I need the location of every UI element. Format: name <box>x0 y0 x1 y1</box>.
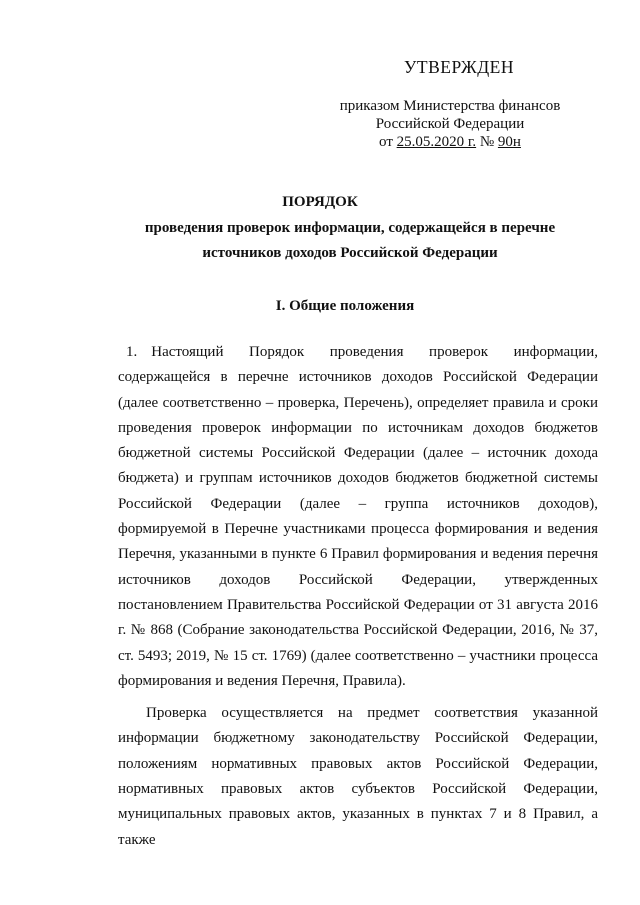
approval-order-line: приказом Министерства финансов <box>339 98 561 114</box>
approval-title: УТВЕРЖДЕН <box>404 57 515 77</box>
paragraph-2 <box>118 701 598 853</box>
paragraph-1-number: 1. <box>126 344 138 360</box>
approval-number: 90н <box>497 134 521 150</box>
document-subtitle-line-1: проведения проверок информации, содержащейся в перечне <box>144 220 556 236</box>
approval-country-line: Российской Федерации <box>375 116 525 132</box>
approval-date-line <box>325 133 575 151</box>
paragraph-1-text: Настоящий Порядок проведения проверок информации, содержащейся в перечне источников доходов Российской Федерации (далее соответственно – проверка, Перечень), определяет правила и сроки проведения проверок информации по источникам доходов бюджетов бюджетной системы Российской Федерации (далее – источник дохода бюджета) и группам источников доходов бюджетов бюджетной системы Российской Федерации (далее – группа источников доходов), формируемой в Перечне участниками процесса формирования и ведения Перечня, указанными в пункте 6 Правил формирования и ведения перечня источников доходов Российской Федерации, утвержденных постановлением Правительства Российской Федерации от 31 августа 2016 г. № 868 (Собрание законодательства Российской Федерации, 2016, № 37, ст. 5493; 2019, № 15 ст. 1769) (далее соответственно – участники процесса формирования и ведения Перечня, Правила). <box>118 344 598 689</box>
document-title: ПОРЯДОК <box>282 194 358 210</box>
section-title: I. Общие положения <box>275 298 415 314</box>
paragraph-2-text: Проверка осуществляется на предмет соответствия указанной информации бюджетному законодательству Российской Федерации, положениям нормативных правовых актов Российской Федерации, нормативных правовых актов субъектов Российской Федерации, муниципальных правовых актов, указанных в пунктах 7 и 8 Правил, а также <box>118 705 598 848</box>
approval-number-sign: № <box>476 134 498 150</box>
document-body <box>118 340 598 853</box>
approval-date-prefix: от <box>379 134 397 150</box>
approval-date: 25.05.2020 г. <box>396 134 477 150</box>
paragraph-1 <box>118 340 598 694</box>
document-subtitle-line-2: источников доходов Российской Федерации <box>202 245 498 261</box>
